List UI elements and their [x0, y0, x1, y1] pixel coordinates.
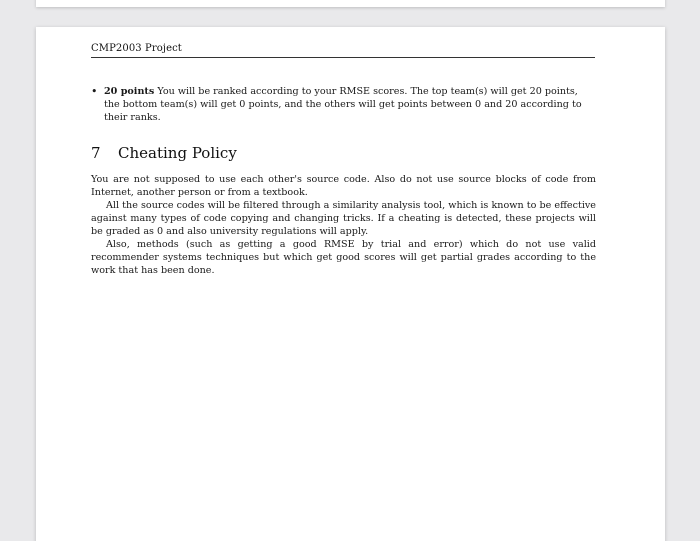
paragraph-2: All the source codes will be filtered through a similarity analysis tool, which is known to be effective against many types of code copying and changing tricks. If a cheating is detected, these projects will be graded as 0 and also university regulations will apply.	[91, 200, 596, 237]
header-rule	[91, 57, 595, 58]
bullet-title: 20 points	[104, 86, 155, 97]
section-heading	[91, 144, 237, 162]
bullet-dot-icon: •	[91, 85, 98, 98]
paragraph-1: You are not supposed to use each other's source code. Also do not use source blocks of code from Internet, another person or from a textbook.	[91, 174, 596, 198]
document-page	[36, 27, 665, 541]
previous-page	[36, 0, 665, 7]
paragraph-3: Also, methods (such as getting a good RMSE by trial and error) which do not use valid recommender systems techniques but which get good scores will get partial grades according to the work that has been done.	[91, 239, 596, 276]
bullet-item	[91, 85, 596, 124]
running-header: CMP2003 Project	[91, 43, 182, 54]
bullet-text: You will be ranked according to your RMSE scores. The top team(s) will get 20 points, the bottom team(s) will get 0 points, and the others will get points between 0 and 20 according to their ranks.	[104, 86, 582, 123]
section-title: Cheating Policy	[118, 144, 237, 162]
section-number: 7	[91, 144, 101, 162]
section-body	[91, 173, 596, 277]
